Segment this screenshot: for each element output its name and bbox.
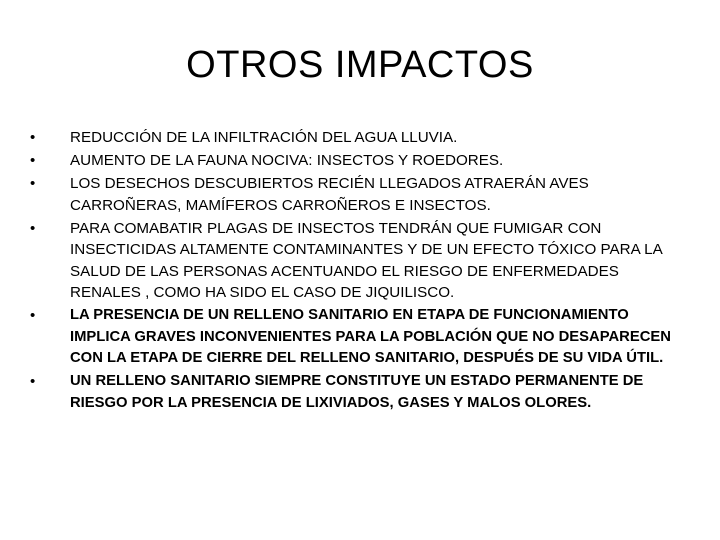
bullet-list (30, 127, 690, 416)
bullet-text: LOS DESECHOS DESCUBIERTOS RECIÉN LLEGADOS ATRAERÁN AVES CARROÑERAS, MAMÍFEROS CARROÑEROS E INSECTOS. (70, 175, 589, 214)
slide-title: OTROS IMPACTOS (186, 44, 534, 86)
bullet-text: PARA COMABATIR PLAGAS DE INSECTOS TENDRÁN QUE FUMIGAR CON INSECTICIDAS ALTAMENTE CONTAMINANTES Y DE UN EFECTO TÓXICO PARA LA SALUD DE LAS PERSONAS ACENTUANDO EL RIESGO DE ENFERMEDADES RENALES , COMO HA SIDO EL CASO DE JIQUILISCO. (70, 219, 662, 301)
bullet-dot-icon: • (30, 373, 36, 390)
bullet-item-1 (30, 127, 690, 149)
bullet-item-5 (30, 305, 690, 370)
bullet-text: UN RELLENO SANITARIO SIEMPRE CONSTITUYE UN ESTADO PERMANENTE DE RIESGO POR LA PRESENCIA DE LIXIVIADOS, GASES Y MALOS OLORES. (70, 373, 644, 411)
bullet-text: AUMENTO DE LA FAUNA NOCIVA: INSECTOS Y ROEDORES. (70, 152, 504, 169)
bullet-text: REDUCCIÓN DE LA INFILTRACIÓN DEL AGUA LLUVIA. (70, 129, 458, 146)
bullet-item-2 (30, 150, 690, 172)
bullet-text: LA PRESENCIA DE UN RELLENO SANITARIO EN ETAPA DE FUNCIONAMIENTO IMPLICA GRAVES INCONVENIENTES PARA LA POBLACIÓN QUE NO DESAPARECEN CON LA ETAPA DE CIERRE DEL RELLENO SANITARIO, DESPUÉS DE SU VIDA ÚTIL. (70, 307, 671, 366)
bullet-dot-icon: • (30, 175, 36, 192)
bullet-dot-icon: • (30, 152, 36, 169)
bullet-dot-icon: • (30, 307, 36, 324)
bullet-dot-icon: • (30, 129, 36, 146)
bullet-item-6 (30, 371, 690, 414)
bullet-dot-icon: • (30, 219, 36, 237)
bullet-item-4 (30, 218, 690, 304)
bullet-item-3 (30, 173, 690, 216)
